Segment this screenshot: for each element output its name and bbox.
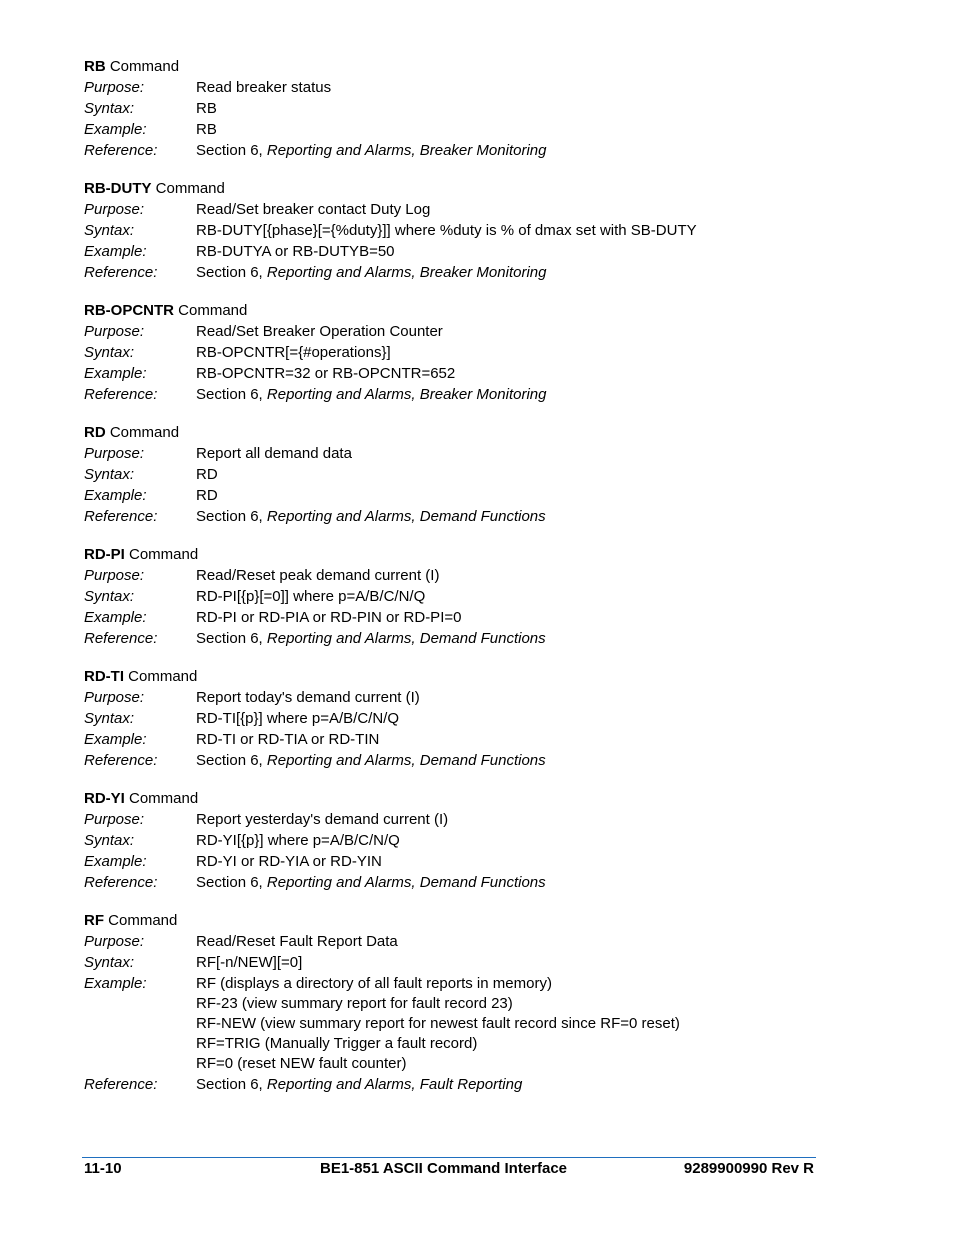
reference-value [196,384,546,405]
command-suffix: Command [105,424,180,441]
syntax-label: Syntax: [84,832,135,849]
reference-section: Section 6, [196,630,267,647]
command-name: RD [84,424,106,441]
syntax-label: Syntax: [84,466,135,483]
reference-section: Section 6, [196,874,267,891]
purpose-row [84,687,824,708]
example-value: RD-YI or RD-YIA or RD-YIN [196,853,382,870]
reference-value [196,750,546,771]
reference-value [196,1074,522,1095]
command-name: RB-DUTY [84,180,152,197]
reference-label: Reference: [84,142,158,159]
example-label: Example: [84,609,147,626]
command-suffix: Command [104,912,178,929]
purpose-label: Purpose: [84,933,145,950]
reference-topic: Reporting and Alarms, Breaker Monitoring [266,386,547,403]
purpose-row [84,931,824,952]
reference-section: Section 6, [196,142,267,159]
purpose-label: Purpose: [84,79,145,96]
reference-row [84,750,824,771]
reference-label: Reference: [84,508,158,525]
example-row [84,851,824,872]
syntax-value: RF[-n/NEW][=0] [196,954,303,971]
syntax-row [84,830,824,851]
footer-document-title: BE1-851 ASCII Command Interface [320,1160,568,1177]
purpose-value: Report yesterday's demand current (I) [196,811,449,828]
syntax-label: Syntax: [84,222,135,239]
purpose-value: Read breaker status [196,79,332,96]
command-entry-rb-opcntr [84,300,824,405]
example-value: RD-PI or RD-PIA or RD-PIN or RD-PI=0 [196,609,462,626]
syntax-row [84,952,824,973]
syntax-row [84,342,824,363]
reference-row [84,1074,824,1095]
example-row [84,729,824,750]
example-continuation: RF-NEW (view summary report for newest fault record since RF=0 reset) [196,1015,680,1032]
reference-topic: Reporting and Alarms, Breaker Monitoring [266,142,547,159]
purpose-label: Purpose: [84,323,145,340]
example-label: Example: [84,365,147,382]
reference-row [84,628,824,649]
command-entry-rf [84,910,824,1095]
purpose-value: Read/Reset peak demand current (I) [196,567,440,584]
command-name: RD-PI [84,546,125,563]
command-heading [84,544,824,565]
reference-value [196,506,546,527]
purpose-row [84,809,824,830]
purpose-row [84,77,824,98]
syntax-label: Syntax: [84,344,135,361]
syntax-row [84,708,824,729]
example-continuation: RF=0 (reset NEW fault counter) [196,1055,407,1072]
syntax-value: RB [196,100,217,117]
reference-row [84,506,824,527]
command-entry-rd-ti [84,666,824,771]
example-row [84,241,824,262]
reference-topic: Reporting and Alarms, Demand Functions [266,630,546,647]
reference-topic: Reporting and Alarms, Fault Reporting [266,1076,523,1093]
syntax-label: Syntax: [84,710,135,727]
reference-row [84,872,824,893]
purpose-row [84,321,824,342]
command-heading [84,56,824,77]
reference-topic: Reporting and Alarms, Demand Functions [266,874,546,891]
footer-document-number: 9289900990 Rev R [683,1160,814,1177]
purpose-label: Purpose: [84,811,145,828]
command-suffix: Command [151,180,225,197]
reference-label: Reference: [84,1076,158,1093]
syntax-label: Syntax: [84,100,135,117]
reference-section: Section 6, [196,508,267,525]
example-value: RD-TI or RD-TIA or RD-TIN [196,731,380,748]
command-heading [84,788,824,809]
example-value: RB [196,121,217,138]
example-continuation: RF-23 (view summary report for fault record 23) [196,995,513,1012]
example-row [84,363,824,384]
example-row [84,485,824,506]
purpose-label: Purpose: [84,689,145,706]
syntax-value: RD-PI[{p}[=0]] where p=A/B/C/N/Q [196,588,426,605]
example-value: RB-OPCNTR=32 or RB-OPCNTR=652 [196,365,456,382]
reference-section: Section 6, [196,752,267,769]
command-heading [84,666,824,687]
syntax-value: RB-OPCNTR[={#operations}] [196,344,391,361]
purpose-row [84,199,824,220]
syntax-label: Syntax: [84,954,135,971]
command-heading [84,178,824,199]
reference-section: Section 6, [196,264,267,281]
example-value: RB-DUTYA or RB-DUTYB=50 [196,243,395,260]
purpose-row [84,565,824,586]
command-suffix: Command [124,668,198,685]
command-heading [84,300,824,321]
syntax-value: RD-TI[{p}] where p=A/B/C/N/Q [196,710,399,727]
purpose-label: Purpose: [84,201,145,218]
command-entry-rd-pi [84,544,824,649]
reference-topic: Reporting and Alarms, Breaker Monitoring [266,264,547,281]
reference-value [196,140,546,161]
reference-row [84,262,824,283]
command-suffix: Command [105,58,180,75]
example-label: Example: [84,487,147,504]
command-entry-rd-yi [84,788,824,893]
command-name: RF [84,912,104,929]
command-name: RD-YI [84,790,125,807]
reference-section: Section 6, [196,386,267,403]
command-name: RB [84,58,106,75]
reference-value [196,628,546,649]
syntax-value: RB-DUTY[{phase}[={%duty}]] where %duty is % of dmax set with SB-DUTY [196,222,697,239]
purpose-value: Read/Set Breaker Operation Counter [196,323,443,340]
syntax-row [84,464,824,485]
command-list [84,56,824,1112]
command-suffix: Command [124,546,199,563]
syntax-row [84,586,824,607]
command-suffix: Command [124,790,199,807]
command-entry-rb [84,56,824,161]
reference-label: Reference: [84,752,158,769]
reference-value [196,872,546,893]
syntax-value: RD [196,466,218,483]
command-entry-rb-duty [84,178,824,283]
command-entry-rd [84,422,824,527]
example-label: Example: [84,243,147,260]
example-value: RD [196,487,218,504]
syntax-row [84,98,824,119]
example-row [84,973,824,994]
reference-value [196,262,546,283]
example-continuation: RF=TRIG (Manually Trigger a fault record) [196,1035,478,1052]
reference-label: Reference: [84,264,158,281]
command-suffix: Command [174,302,248,319]
example-label: Example: [84,853,147,870]
syntax-label: Syntax: [84,588,135,605]
purpose-value: Report all demand data [196,445,352,462]
reference-label: Reference: [84,630,158,647]
command-heading [84,910,824,931]
example-row [84,607,824,628]
example-label: Example: [84,121,147,138]
page-footer [84,1159,814,1179]
purpose-value: Read/Set breaker contact Duty Log [196,201,431,218]
reference-row [84,384,824,405]
example-label: Example: [84,975,147,992]
example-value: RF (displays a directory of all fault reports in memory) [196,975,552,992]
purpose-label: Purpose: [84,445,145,462]
purpose-value: Read/Reset Fault Report Data [196,933,398,950]
purpose-value: Report today's demand current (I) [196,689,420,706]
example-label: Example: [84,731,147,748]
footer-page-number: 11-10 [84,1160,122,1177]
command-heading [84,422,824,443]
reference-label: Reference: [84,874,158,891]
footer-divider [82,1157,816,1158]
command-name: RB-OPCNTR [84,302,174,319]
reference-topic: Reporting and Alarms, Demand Functions [266,508,546,525]
example-row [84,119,824,140]
reference-section: Section 6, [196,1076,267,1093]
purpose-row [84,443,824,464]
purpose-label: Purpose: [84,567,145,584]
reference-row [84,140,824,161]
reference-label: Reference: [84,386,158,403]
syntax-value: RD-YI[{p}] where p=A/B/C/N/Q [196,832,400,849]
command-name: RD-TI [84,668,124,685]
syntax-row [84,220,824,241]
reference-topic: Reporting and Alarms, Demand Functions [266,752,546,769]
